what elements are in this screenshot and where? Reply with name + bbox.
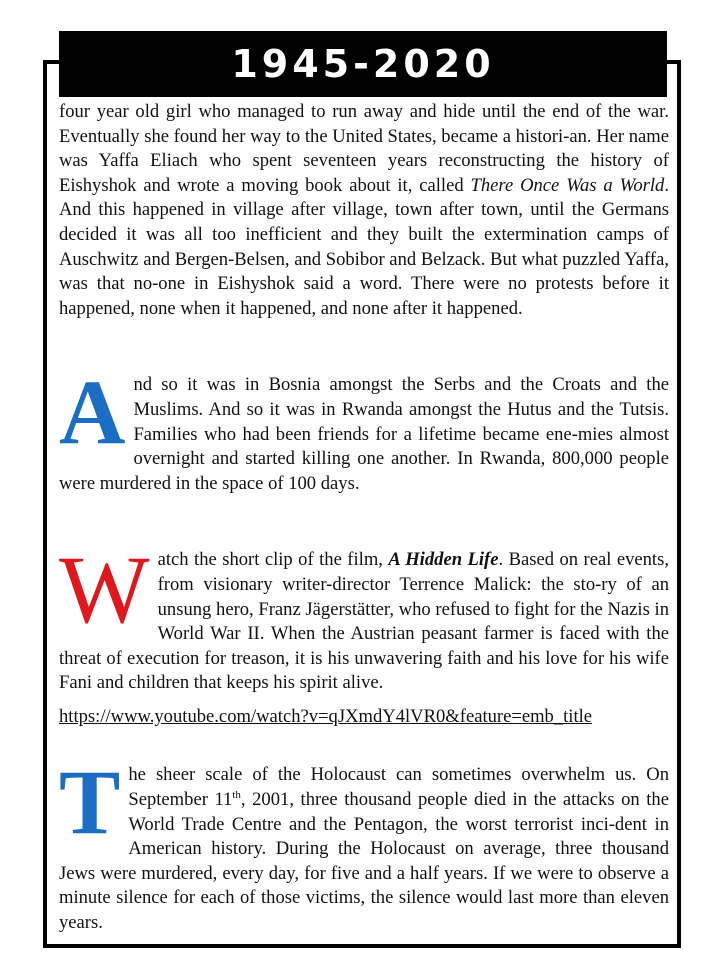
dropcap-letter: W [59, 536, 150, 644]
page-title: 1945-2020 [59, 31, 667, 97]
film-title: A Hidden Life [388, 549, 499, 571]
book-title: There Once Was a World [470, 174, 665, 196]
superscript: th [232, 788, 241, 801]
youtube-link[interactable]: https://www.youtube.com/watch?v=qJXmdY4lVR0&feature=emb_title [59, 705, 593, 727]
paragraph-text: four year old girl who managed to run away and hide until the end of the war. Eventually she found her way to the United States, became a histori-an. Her name was Yaffa Eliach who spent seventeen years reconstructing the history of Eishyshok and wrote a moving book about it, called [59, 101, 669, 196]
paragraph-hidden-life [59, 536, 669, 696]
paragraph-text: atch the short clip of the film, [157, 549, 389, 571]
paragraph-text: he sheer scale of the Holocaust can sometimes overwhelm us. On September 11 [128, 764, 669, 811]
article-body [59, 100, 669, 936]
paragraph-yaffa-eliach [59, 100, 669, 321]
dropcap-letter: A [59, 361, 126, 464]
paragraph-text: . Based on real events, from visionary writer-director Terrence Malick: the sto-ry of an unsung hero, Franz Jägerstätter, who refused to fight for the Nazis in World War II. When the Austrian peasant farmer is faced with the threat of execution for treason, it is his unwavering faith and his love for his wife Fani and children that keeps his spirit alive. [59, 549, 669, 694]
paragraph-text: . And this happened in village after village, town after town, until the Germans decided it was all too inefficient and they built the extermination camps of Auschwitz and Bergen-Belsen, and Sobibor and Belzack. But what puzzled Yaffa, was that no-one in Eishyshok said a word. There were no protests before it happened, none when it happened, and none after it happened. [59, 174, 669, 319]
dropcap-letter: T [59, 751, 121, 854]
paragraph-text: , 2001, three thousand people died in the attacks on the World Trade Centre and the Pentagon, the worst terrorist inci-dent in American history. During the Holocaust on average, three thousand Jews were murdered, every day, for five and a half years. If we were to observe a minute silence for each of those victims, the silence would last more than eleven years. [59, 789, 669, 934]
paragraph-bosnia-rwanda [59, 361, 669, 496]
paragraph-holocaust-scale [59, 751, 669, 935]
paragraph-text: nd so it was in Bosnia amongst the Serbs and the Croats and the Muslims. And so it was in Rwanda amongst the Hutus and the Tutsis. Families who had been friends for a lifetime became ene-mies almost overnight and started killing one another. In Rwanda, 800,000 people were murdered in the space of 100 days. [59, 374, 669, 494]
